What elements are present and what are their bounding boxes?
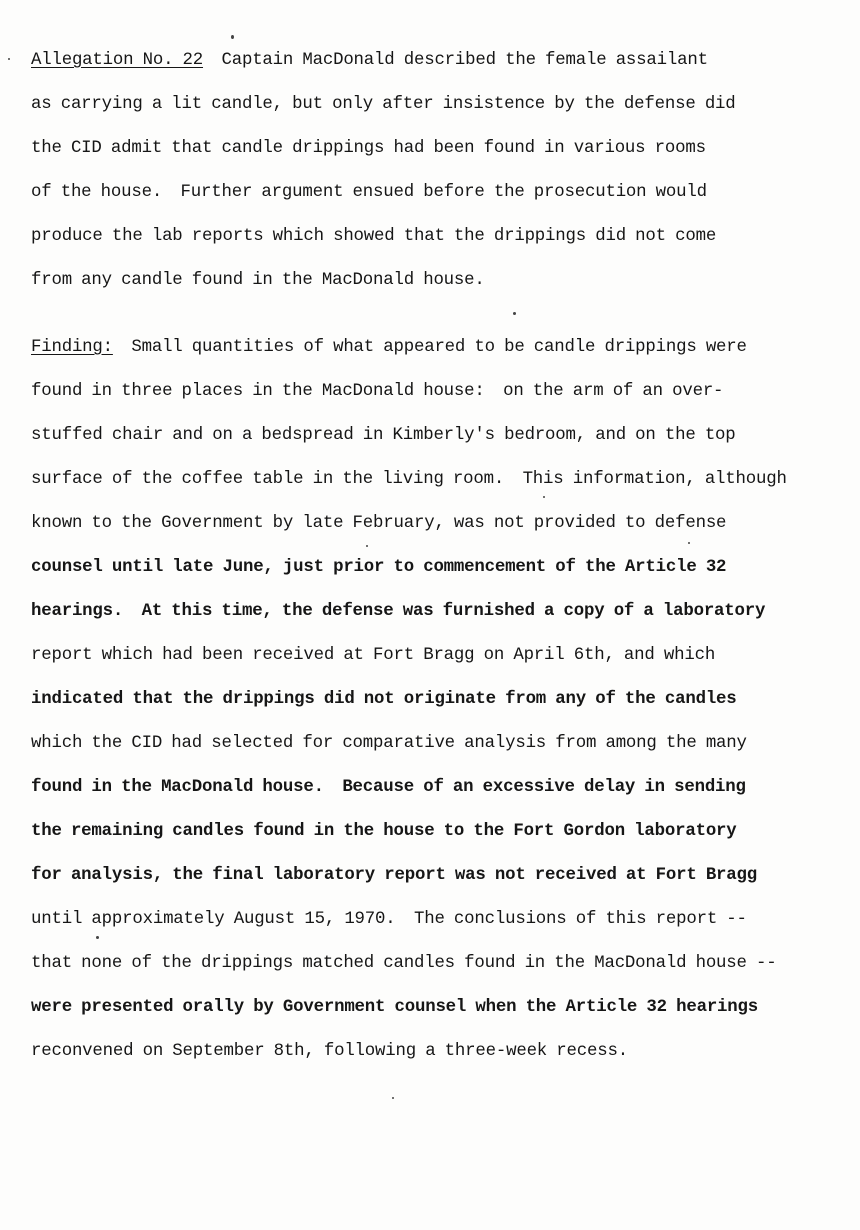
finding-heading: Finding: bbox=[31, 338, 113, 357]
finding-line-13: for analysis, the final laboratory report was not received at Fort Bragg bbox=[31, 866, 757, 885]
scan-speck bbox=[688, 542, 690, 544]
finding-line-14: until approximately August 15, 1970. The conclusions of this report -- bbox=[31, 910, 747, 929]
finding-line-15: that none of the drippings matched candles found in the MacDonald house -- bbox=[31, 954, 777, 973]
scan-speck bbox=[231, 35, 234, 39]
allegation-line-1 bbox=[31, 51, 857, 95]
scan-speck bbox=[543, 496, 545, 498]
scan-speck bbox=[8, 58, 10, 60]
scan-speck bbox=[513, 312, 516, 315]
finding-line-1-text: Small quantities of what appeared to be candle drippings were bbox=[112, 338, 747, 357]
allegation-line-3: the CID admit that candle drippings had been found in various rooms bbox=[31, 139, 706, 158]
allegation-line-4: of the house. Further argument ensued before the prosecution would bbox=[31, 183, 707, 202]
scan-speck bbox=[366, 545, 368, 547]
allegation-line-1-text: Captain MacDonald described the female assailant bbox=[203, 51, 708, 70]
finding-line-12: the remaining candles found in the house to the Fort Gordon laboratory bbox=[31, 822, 737, 841]
finding-line-5: known to the Government by late February, was not provided to defense bbox=[31, 514, 727, 533]
allegation-paragraph bbox=[31, 51, 857, 315]
allegation-heading: Allegation No. 22 bbox=[31, 51, 204, 70]
scan-speck bbox=[392, 1097, 394, 1099]
finding-line-16: were presented orally by Government counsel when the Article 32 hearings bbox=[31, 998, 758, 1017]
finding-line-2: found in three places in the MacDonald house: on the arm of an over- bbox=[31, 382, 724, 401]
finding-paragraph bbox=[31, 338, 857, 1086]
allegation-line-2: as carrying a lit candle, but only after insistence by the defense did bbox=[31, 95, 736, 114]
allegation-line-6: from any candle found in the MacDonald house. bbox=[31, 271, 485, 290]
finding-line-3: stuffed chair and on a bedspread in Kimberly's bedroom, and on the top bbox=[31, 426, 736, 445]
allegation-line-5: produce the lab reports which showed that the drippings did not come bbox=[31, 227, 717, 246]
finding-line-10: which the CID had selected for comparative analysis from among the many bbox=[31, 734, 747, 753]
finding-line-9: indicated that the drippings did not originate from any of the candles bbox=[31, 690, 737, 709]
finding-line-6: counsel until late June, just prior to commencement of the Article 32 bbox=[31, 558, 727, 577]
scan-speck bbox=[96, 936, 99, 939]
finding-line-8: report which had been received at Fort Bragg on April 6th, and which bbox=[31, 646, 716, 665]
finding-line-1 bbox=[31, 338, 857, 382]
finding-line-4: surface of the coffee table in the living room. This information, although bbox=[31, 470, 787, 489]
finding-line-7: hearings. At this time, the defense was furnished a copy of a laboratory bbox=[31, 602, 766, 621]
finding-line-11: found in the MacDonald house. Because of an excessive delay in sending bbox=[31, 778, 746, 797]
finding-line-17: reconvened on September 8th, following a three-week recess. bbox=[31, 1042, 628, 1061]
